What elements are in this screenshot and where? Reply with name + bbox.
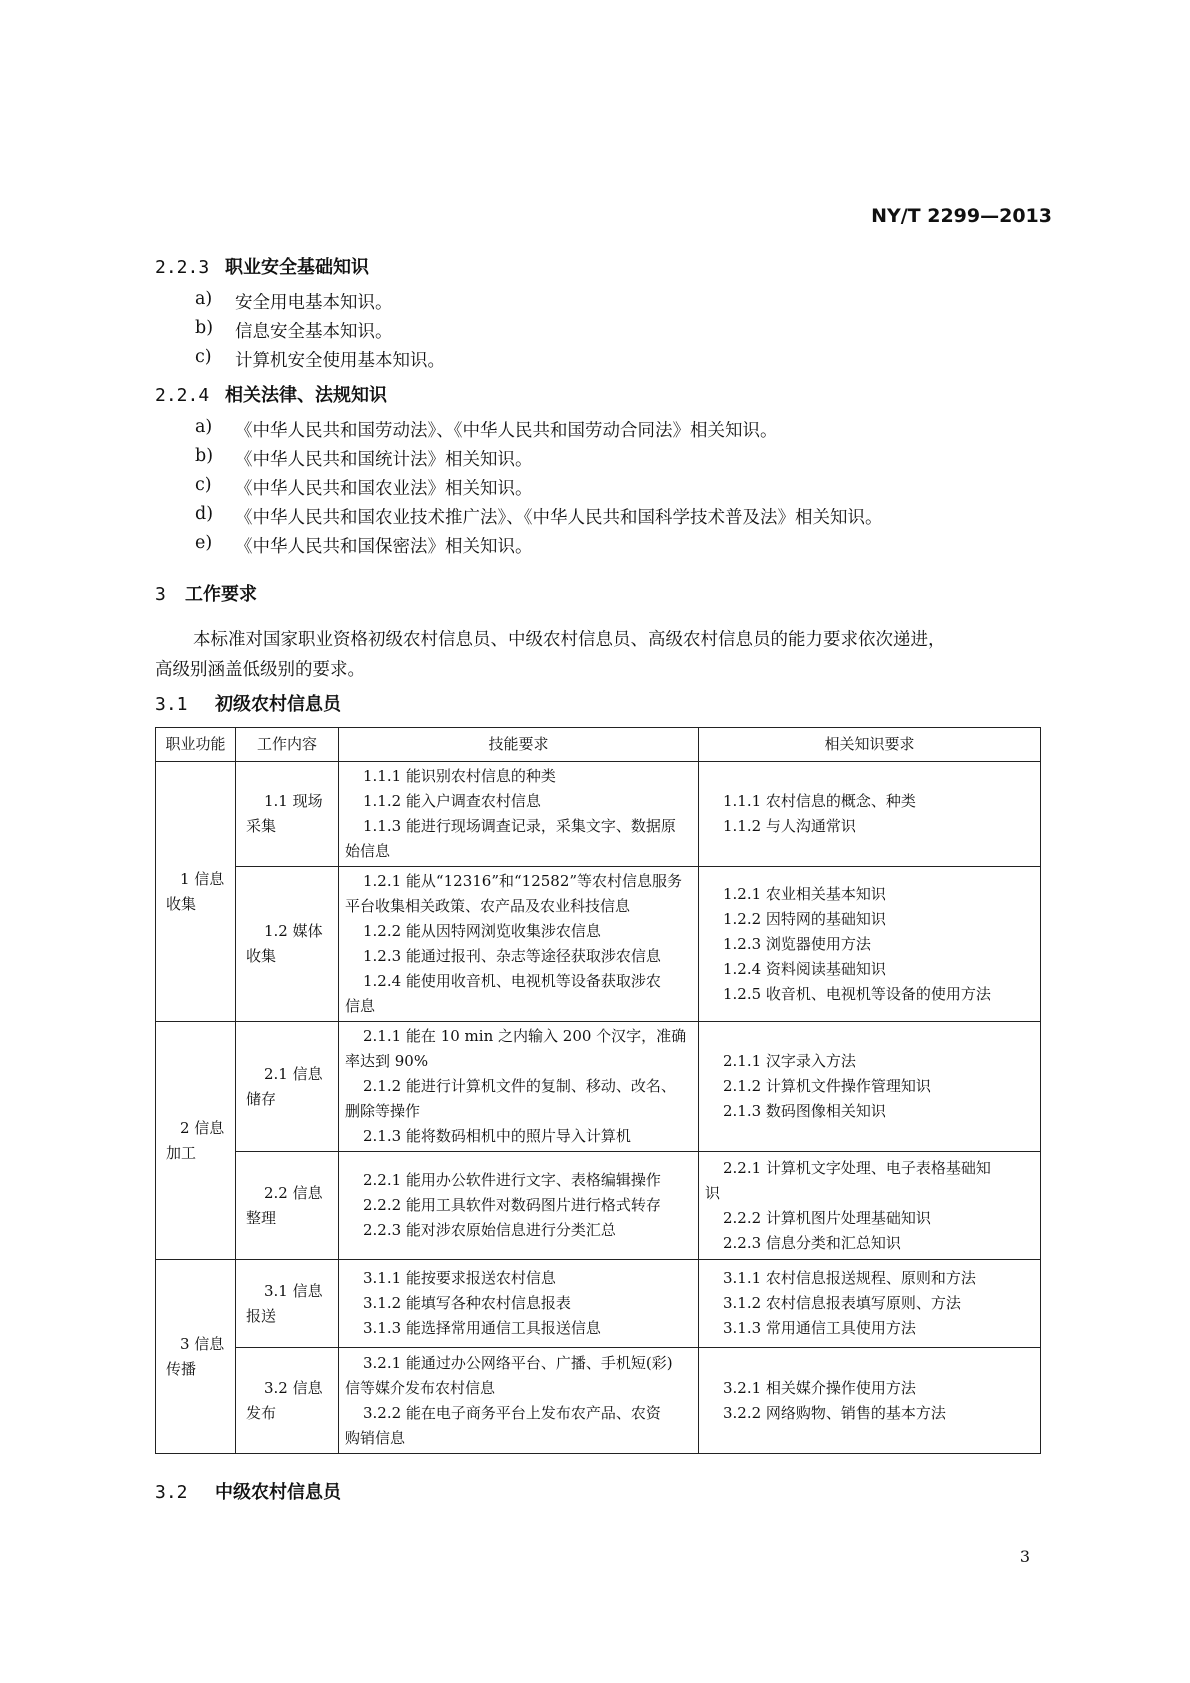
item-mark: b): [195, 446, 214, 466]
cell-line: 1.2.4 资料阅读基础知识: [723, 959, 886, 978]
list-item: [195, 347, 445, 372]
cell-line: 2 信息: [180, 1118, 225, 1137]
knowledge-cell: [699, 1022, 1041, 1152]
skills-cell: [339, 1152, 699, 1260]
list-item: [195, 318, 393, 343]
cell-line: 平台收集相关政策、农产品及农业科技信息: [345, 897, 631, 915]
list-item: [195, 475, 533, 500]
knowledge-cell: [699, 1260, 1041, 1348]
cell-line: 2.2.3 能对涉农原始信息进行分类汇总: [363, 1221, 616, 1239]
cell-line: 3.2.1 能通过办公网络平台、广播、手机短(彩): [363, 1353, 673, 1372]
cell-line: 2.1.2 能进行计算机文件的复制、移动、改名、: [363, 1077, 676, 1095]
cell-line: 传播: [166, 1359, 197, 1378]
content-cell: [236, 1152, 339, 1260]
section-number: 2.2.3: [155, 257, 210, 278]
skills-cell: [339, 762, 699, 867]
cell-line: 收集: [166, 894, 197, 913]
section-title: 初级农村信息员: [215, 694, 341, 715]
table-header-row: [156, 728, 1041, 762]
cell-line: 2.2 信息: [264, 1183, 323, 1202]
cell-line: 2.2.1 计算机文字处理、电子表格基础知: [723, 1158, 991, 1177]
section-number: 3.2: [155, 1482, 188, 1503]
cell-line: 1.2.1 农业相关基本知识: [723, 884, 886, 903]
section-title: 职业安全基础知识: [225, 257, 369, 278]
cell-line: 1.2.2 能从因特网浏览收集涉农信息: [363, 922, 601, 940]
cell-line: 2.1.2 计算机文件操作管理知识: [723, 1077, 931, 1095]
list-item: [195, 504, 883, 529]
body-paragraph: [155, 625, 1035, 685]
cell-line: 2.2.2 计算机图片处理基础知识: [723, 1208, 931, 1227]
cell-line: 1 信息: [180, 869, 225, 888]
skills-cell: [339, 1260, 699, 1348]
cell-line: 1.2.3 能通过报刊、杂志等途径获取涉农信息: [363, 947, 661, 965]
section-3-2-heading: [155, 1478, 341, 1504]
cell-line: 1.2.1 能从“12316”和“12582”等农村信息服务: [363, 872, 683, 890]
list-item: [195, 446, 533, 471]
cell-line: 1.1.2 与人沟通常识: [723, 817, 856, 835]
item-mark: c): [195, 475, 212, 495]
skills-cell: [339, 1022, 699, 1152]
cell-line: 采集: [246, 817, 277, 835]
cell-line: 3.2.2 能在电子商务平台上发布农产品、农资: [363, 1403, 661, 1422]
item-text: 安全用电基本知识。: [235, 293, 393, 313]
item-mark: b): [195, 318, 214, 338]
section-title: 工作要求: [185, 584, 257, 605]
item-mark: c): [195, 347, 212, 367]
section-title: 中级农村信息员: [215, 1482, 341, 1503]
column-header: 工作内容: [236, 728, 339, 762]
item-text: 《中华人民共和国劳动法》、《中华人民共和国劳动合同法》相关知识。: [235, 421, 778, 441]
cell-line: 3.1 信息: [264, 1281, 323, 1300]
content-cell: [236, 1348, 339, 1454]
table-row: [156, 1348, 1041, 1454]
cell-line: 3.1.2 能填写各种农村信息报表: [363, 1294, 571, 1312]
item-text: 《中华人民共和国统计法》相关知识。: [235, 450, 533, 470]
list-item: [195, 533, 533, 558]
cell-line: 1.2.3 浏览器使用方法: [723, 934, 871, 953]
table-row: [156, 1152, 1041, 1260]
cell-line: 3.1.1 能按要求报送农村信息: [363, 1269, 556, 1287]
cell-line: 2.1.3 数码图像相关知识: [723, 1102, 886, 1120]
item-text: 《中华人民共和国保密法》相关知识。: [235, 537, 533, 557]
function-cell: [156, 762, 236, 1022]
item-mark: e): [195, 533, 213, 553]
cell-line: 始信息: [345, 842, 391, 860]
cell-line: 3.2.1 相关媒介操作使用方法: [723, 1378, 916, 1397]
content-cell: [236, 762, 339, 867]
cell-line: 删除等操作: [345, 1102, 421, 1120]
cell-line: 1.1.1 农村信息的概念、种类: [723, 792, 916, 810]
cell-line: 3.1.3 常用通信工具使用方法: [723, 1319, 916, 1337]
cell-line: 2.1.1 能在 10 min 之内输入 200 个汉字，准确: [363, 1027, 687, 1045]
section-2-2-4-heading: [155, 381, 387, 407]
skills-cell: [339, 867, 699, 1022]
cell-line: 2.2.1 能用办公软件进行文字、表格编辑操作: [363, 1171, 661, 1189]
list-item: [195, 289, 393, 314]
cell-line: 3.1.1 农村信息报送规程、原则和方法: [723, 1269, 976, 1287]
knowledge-cell: [699, 867, 1041, 1022]
cell-line: 3.1.3 能选择常用通信工具报送信息: [363, 1319, 601, 1337]
cell-line: 2.1 信息: [264, 1064, 323, 1083]
cell-line: 2.2.3 信息分类和汇总知识: [723, 1233, 901, 1252]
cell-line: 3.1.2 农村信息报表填写原则、方法: [723, 1294, 961, 1312]
skills-cell: [339, 1348, 699, 1454]
cell-line: 3.2.2 网络购物、销售的基本方法: [723, 1403, 946, 1422]
table-row: [156, 867, 1041, 1022]
cell-line: 加工: [166, 1143, 197, 1162]
column-header: 相关知识要求: [699, 728, 1041, 762]
page-number: 3: [1019, 1547, 1030, 1566]
cell-line: 1.2.4 能使用收音机、电视机等设备获取涉农: [363, 972, 661, 990]
cell-line: 3.2 信息: [264, 1378, 323, 1397]
item-mark: d): [195, 504, 214, 524]
knowledge-cell: [699, 1348, 1041, 1454]
section-number: 2.2.4: [155, 385, 210, 406]
cell-line: 购销信息: [345, 1428, 406, 1447]
cell-line: 1.2.2 因特网的基础知识: [723, 909, 886, 928]
item-mark: a): [195, 417, 213, 437]
requirements-table: [155, 727, 1041, 1454]
item-text: 《中华人民共和国农业法》相关知识。: [235, 479, 533, 499]
cell-line: 2.1.1 汉字录入方法: [723, 1052, 856, 1070]
column-header: 职业功能: [156, 728, 236, 762]
function-cell: [156, 1022, 236, 1260]
standard-code: NY/T 2299—2013: [871, 205, 1052, 227]
cell-line: 率达到 90%: [345, 1052, 429, 1070]
section-title: 相关法律、法规知识: [225, 385, 387, 406]
cell-line: 储存: [246, 1089, 277, 1108]
knowledge-cell: [699, 762, 1041, 867]
cell-line: 2.2.2 能用工具软件对数码图片进行格式转存: [363, 1196, 661, 1214]
paragraph-line: 高级别涵盖低级别的要求。: [155, 660, 365, 680]
cell-line: 1.1.1 能识别农村信息的种类: [363, 767, 556, 785]
cell-line: 报送: [246, 1306, 277, 1325]
function-cell: [156, 1260, 236, 1454]
cell-line: 识: [705, 1183, 721, 1202]
cell-line: 1.1.2 能入户调查农村信息: [363, 792, 541, 810]
cell-line: 1.2 媒体: [264, 922, 323, 940]
section-number: 3.1: [155, 694, 188, 715]
cell-line: 发布: [246, 1403, 277, 1422]
item-mark: a): [195, 289, 213, 309]
cell-line: 信息: [345, 997, 376, 1015]
table-row: [156, 762, 1041, 867]
cell-line: 1.1 现场: [264, 792, 323, 810]
content-cell: [236, 1022, 339, 1152]
column-header: 技能要求: [339, 728, 699, 762]
paragraph-line: 本标准对国家职业资格初级农村信息员、中级农村信息员、高级农村信息员的能力要求依次递进，: [193, 630, 946, 650]
list-item: [195, 417, 778, 442]
cell-line: 整理: [246, 1208, 277, 1227]
knowledge-cell: [699, 1152, 1041, 1260]
section-2-2-3-heading: [155, 253, 369, 279]
item-text: 计算机安全使用基本知识。: [235, 351, 445, 371]
section-3-1-heading: [155, 690, 341, 716]
content-cell: [236, 1260, 339, 1348]
section-number: 3: [155, 584, 166, 605]
cell-line: 3 信息: [180, 1334, 225, 1353]
table-row: [156, 1260, 1041, 1348]
item-text: 信息安全基本知识。: [235, 322, 393, 342]
content-cell: [236, 867, 339, 1022]
cell-line: 1.1.3 能进行现场调查记录，采集文字、数据原: [363, 817, 676, 835]
cell-line: 收集: [246, 947, 277, 965]
table-row: [156, 1022, 1041, 1152]
cell-line: 2.1.3 能将数码相机中的照片导入计算机: [363, 1127, 631, 1145]
item-text: 《中华人民共和国农业技术推广法》、《中华人民共和国科学技术普及法》相关知识。: [235, 508, 883, 528]
cell-line: 信等媒介发布农村信息: [345, 1378, 496, 1397]
cell-line: 1.2.5 收音机、电视机等设备的使用方法: [723, 984, 991, 1003]
section-3-heading: [155, 580, 257, 606]
